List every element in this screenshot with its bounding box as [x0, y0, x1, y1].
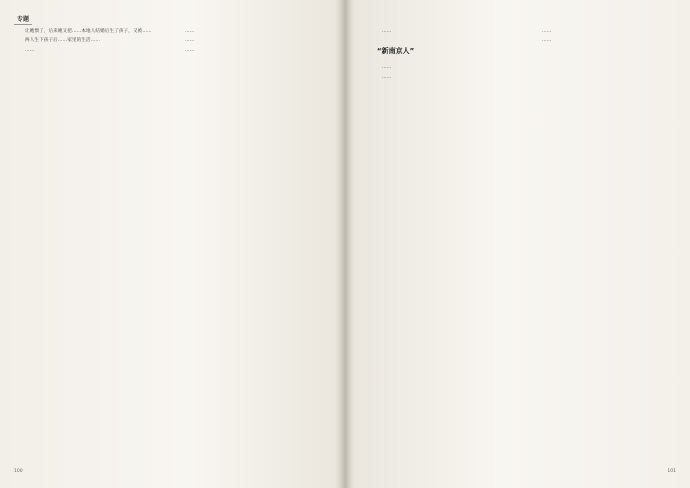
book-gutter: [338, 0, 352, 488]
section-heading: “新南京人”: [377, 47, 415, 56]
paragraph: ……: [542, 29, 552, 34]
paragraph: ……: [382, 65, 392, 71]
section-header: 专题: [14, 13, 32, 25]
right-column-1: [373, 28, 521, 83]
left-column-1: [16, 28, 164, 56]
paragraph: 两人生下孩子后……家里的生活……: [25, 38, 101, 44]
left-column-2: [176, 28, 324, 56]
paragraph: ……: [185, 38, 195, 44]
page-footer: [667, 469, 676, 474]
page-number: 101: [667, 469, 676, 474]
paragraph: 让她惯了，后来她又把……本地人结婚后生了孩子，又被……: [25, 29, 152, 34]
paragraph: ……: [382, 74, 392, 80]
paragraph: ……: [542, 38, 552, 44]
right-column-2: [533, 28, 681, 83]
right-page: [345, 0, 690, 488]
paragraph: ……: [25, 47, 35, 53]
paragraph: ……: [185, 29, 195, 34]
page-number: 100: [14, 469, 23, 474]
paragraph: ……: [185, 47, 195, 53]
paragraph: ……: [382, 29, 392, 34]
right-columns: [373, 28, 681, 83]
left-columns: [16, 28, 324, 56]
